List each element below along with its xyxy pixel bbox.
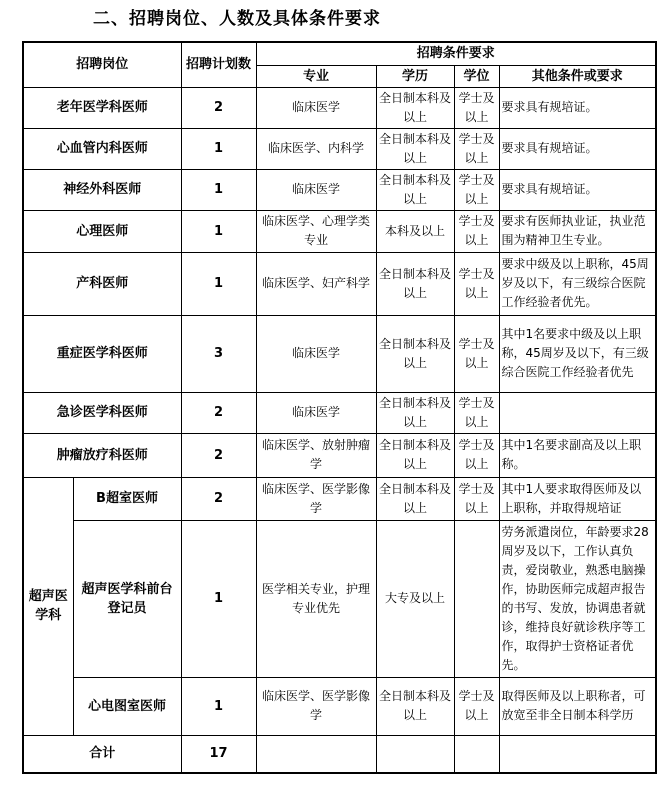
cell-position: 超声医学科前台登记员 — [73, 520, 181, 677]
cell-major-empty — [256, 735, 376, 773]
cell-other-requirements: 劳务派遣岗位，年龄要求28周岁及以下，工作认真负责，爱岗敬业，熟悉电脑操作，协助医师完成超声报告的书写、发放，协调患者就诊，维持良好就诊秩序等工作，取得护士资格证者优先。 — [499, 520, 656, 677]
cell-degree: 学士及以上 — [454, 169, 499, 210]
cell-total-label: 合计 — [23, 735, 181, 773]
table-row — [23, 392, 656, 433]
cell-degree: 学士及以上 — [454, 433, 499, 477]
cell-degree: 学士及以上 — [454, 128, 499, 169]
table-row — [23, 252, 656, 315]
cell-other-empty — [499, 735, 656, 773]
cell-major: 临床医学 — [256, 87, 376, 128]
cell-degree: 学士及以上 — [454, 210, 499, 252]
cell-plan-count: 2 — [181, 392, 256, 433]
cell-major: 临床医学 — [256, 315, 376, 392]
cell-major: 临床医学、医学影像学 — [256, 477, 376, 520]
table-row — [23, 677, 656, 735]
cell-education: 全日制本科及以上 — [376, 477, 454, 520]
cell-position: 肿瘤放疗科医师 — [23, 433, 181, 477]
cell-other-requirements: 要求具有规培证。 — [499, 169, 656, 210]
header-requirements-group: 招聘条件要求 — [256, 42, 656, 65]
cell-education: 本科及以上 — [376, 210, 454, 252]
cell-education-empty — [376, 735, 454, 773]
cell-position: 心血管内科医师 — [23, 128, 181, 169]
cell-total-count: 17 — [181, 735, 256, 773]
cell-other-requirements: 要求具有规培证。 — [499, 128, 656, 169]
cell-position: 心电图室医师 — [73, 677, 181, 735]
cell-plan-count: 3 — [181, 315, 256, 392]
table-row — [23, 477, 656, 520]
cell-other-requirements — [499, 392, 656, 433]
cell-major: 临床医学、妇产科学 — [256, 252, 376, 315]
cell-plan-count: 1 — [181, 169, 256, 210]
table-row — [23, 128, 656, 169]
cell-position: 急诊医学科医师 — [23, 392, 181, 433]
cell-major: 临床医学、医学影像学 — [256, 677, 376, 735]
cell-major: 临床医学 — [256, 169, 376, 210]
cell-degree: 学士及以上 — [454, 87, 499, 128]
cell-plan-count: 1 — [181, 128, 256, 169]
cell-other-requirements: 其中1名要求副高及以上职称。 — [499, 433, 656, 477]
cell-plan-count: 1 — [181, 210, 256, 252]
cell-plan-count: 2 — [181, 433, 256, 477]
cell-education: 全日制本科及以上 — [376, 252, 454, 315]
cell-other-requirements: 其中1人要求取得医师及以上职称，并取得规培证 — [499, 477, 656, 520]
table-row — [23, 169, 656, 210]
cell-major: 医学相关专业，护理专业优先 — [256, 520, 376, 677]
header-education: 学历 — [376, 65, 454, 87]
cell-major: 临床医学、放射肿瘤学 — [256, 433, 376, 477]
table-row — [23, 87, 656, 128]
cell-plan-count: 1 — [181, 520, 256, 677]
table-row — [23, 433, 656, 477]
cell-position: 老年医学科医师 — [23, 87, 181, 128]
cell-education: 全日制本科及以上 — [376, 169, 454, 210]
cell-education: 全日制本科及以上 — [376, 87, 454, 128]
cell-other-requirements: 其中1名要求中级及以上职称，45周岁及以下，有三级综合医院工作经验者优先 — [499, 315, 656, 392]
table-total-row — [23, 735, 656, 773]
cell-education: 全日制本科及以上 — [376, 677, 454, 735]
cell-position: 产科医师 — [23, 252, 181, 315]
cell-other-requirements: 要求具有规培证。 — [499, 87, 656, 128]
cell-major: 临床医学、内科学 — [256, 128, 376, 169]
cell-degree: 学士及以上 — [454, 315, 499, 392]
header-plan-count: 招聘计划数 — [181, 42, 256, 87]
cell-degree — [454, 520, 499, 677]
table-row — [23, 210, 656, 252]
header-other: 其他条件或要求 — [499, 65, 656, 87]
cell-plan-count: 1 — [181, 677, 256, 735]
table-row — [23, 520, 656, 677]
recruitment-table — [22, 41, 657, 774]
cell-degree: 学士及以上 — [454, 392, 499, 433]
header-position: 招聘岗位 — [23, 42, 181, 87]
cell-position: B超室医师 — [73, 477, 181, 520]
table-row — [23, 315, 656, 392]
cell-position: 神经外科医师 — [23, 169, 181, 210]
header-major: 专业 — [256, 65, 376, 87]
cell-education: 全日制本科及以上 — [376, 315, 454, 392]
table-header-row-1 — [23, 42, 656, 65]
cell-education: 大专及以上 — [376, 520, 454, 677]
cell-other-requirements: 取得医师及以上职称者，可放宽至非全日制本科学历 — [499, 677, 656, 735]
cell-position: 重症医学科医师 — [23, 315, 181, 392]
cell-degree-empty — [454, 735, 499, 773]
cell-degree: 学士及以上 — [454, 252, 499, 315]
cell-department-group: 超声医学科 — [23, 477, 73, 735]
cell-plan-count: 2 — [181, 87, 256, 128]
cell-education: 全日制本科及以上 — [376, 433, 454, 477]
cell-education: 全日制本科及以上 — [376, 128, 454, 169]
cell-major: 临床医学、心理学类专业 — [256, 210, 376, 252]
cell-plan-count: 2 — [181, 477, 256, 520]
cell-other-requirements: 要求中级及以上职称，45周岁及以下，有三级综合医院工作经验者优先。 — [499, 252, 656, 315]
cell-degree: 学士及以上 — [454, 677, 499, 735]
page-title: 二、招聘岗位、人数及具体条件要求 — [93, 9, 381, 29]
header-degree: 学位 — [454, 65, 499, 87]
cell-major: 临床医学 — [256, 392, 376, 433]
cell-degree: 学士及以上 — [454, 477, 499, 520]
cell-education: 全日制本科及以上 — [376, 392, 454, 433]
cell-position: 心理医师 — [23, 210, 181, 252]
cell-other-requirements: 要求有医师执业证，执业范围为精神卫生专业。 — [499, 210, 656, 252]
cell-plan-count: 1 — [181, 252, 256, 315]
